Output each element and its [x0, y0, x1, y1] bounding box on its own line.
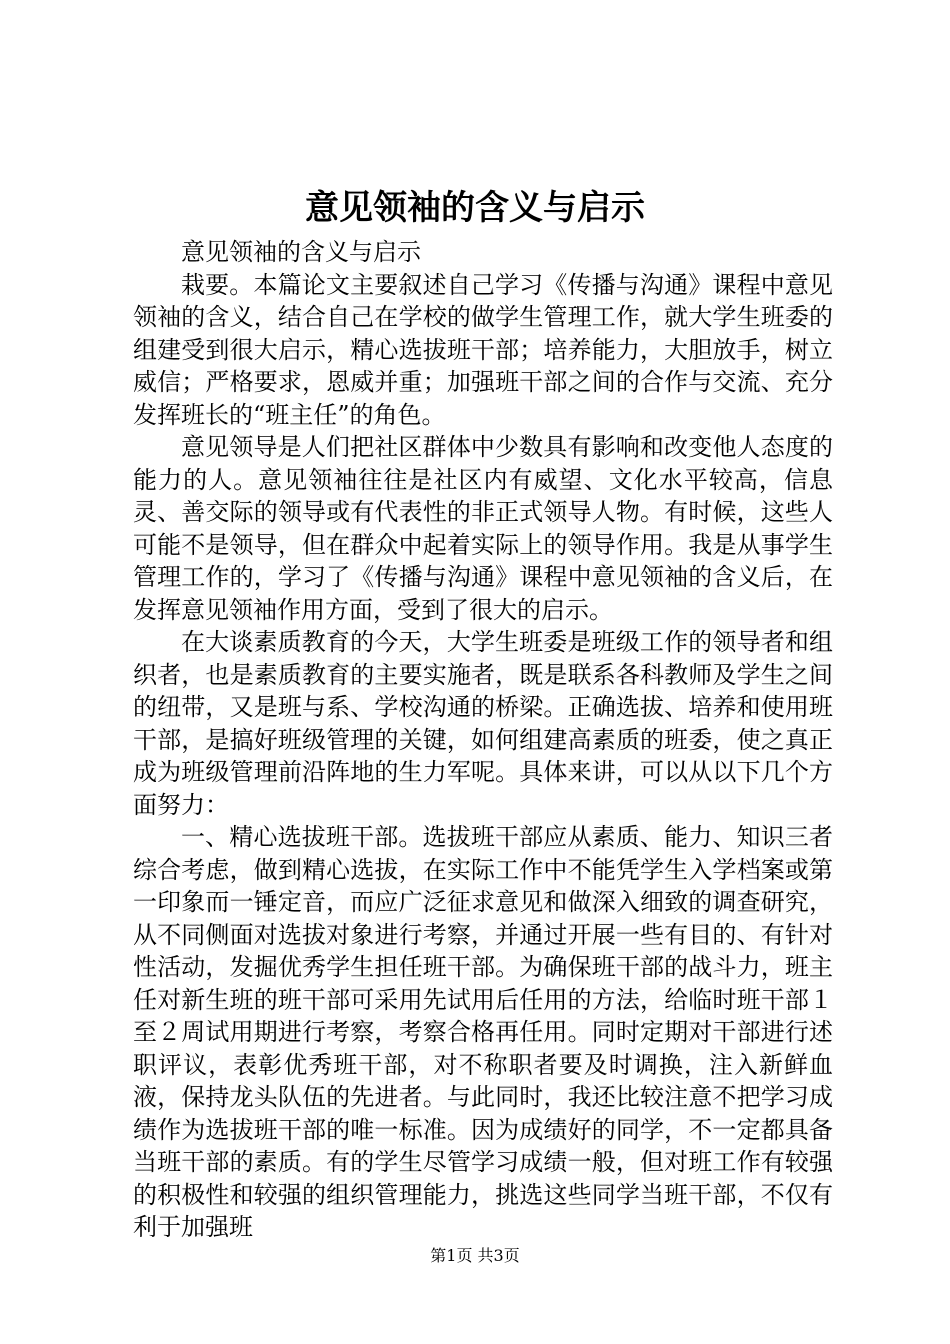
document-title: 意见领袖的含义与启示	[305, 188, 645, 228]
document-body	[133, 236, 833, 1244]
page-number-footer: 第1页 共3页	[430, 1246, 520, 1265]
body-paragraph: 在大谈素质教育的今天，大学生班委是班级工作的领导者和组织者，也是素质教育的主要实施者，既是联系各科教师及学生之间的纽带，又是班与系、学校沟通的桥梁。正确选拔、培养和使用班干部，是搞好班级管理的关键，如何组建高素质的班委，使之真正成为班级管理前沿阵地的生力军呢。具体来讲，可以从以下几个方面努力：	[133, 628, 833, 819]
abstract-paragraph: 栽要。本篇论文主要叙述自己学习《传播与沟通》课程中意见领袖的含义，结合自己在学校的做学生管理工作，就大学生班委的组建受到很大启示，精心选拔班干部；培养能力，大胆放手，树立威信；严格要求，恩威并重；加强班干部之间的合作与交流、充分发挥班长的“班主任”的角色。	[133, 270, 833, 429]
subtitle-paragraph: 意见领袖的含义与启示	[181, 238, 421, 266]
body-paragraph: 一、精心选拔班干部。选拔班干部应从素质、能力、知识三者综合考虑，做到精心选拔，在实际工作中不能凭学生入学档案或第一印象而一锤定音，而应广泛征求意见和做深入细致的调查研究，从不同侧面对选拔对象进行考察，并通过开展一些有目的、有针对性活动，发掘优秀学生担任班干部。为确保班干部的战斗力，班主任对新生班的班干部可采用先试用后任用的方法，给临时班干部１至２周试用期进行考察，考察合格再任用。同时定期对干部进行述职评议，表彰优秀班干部，对不称职者要及时调换，注入新鲜血液，保持龙头队伍的先进者。与此同时，我还比较注意不把学习成绩作为选拔班干部的唯一标准。因为成绩好的同学，不一定都具备当班干部的素质。有的学生尽管学习成绩一般，但对班工作有较强的积极性和较强的组织管理能力，挑选这些同学当班干部，不仅有利于加强班	[133, 823, 833, 1241]
body-paragraph: 意见领导是人们把社区群体中少数具有影响和改变他人态度的能力的人。意见领袖往往是社区内有威望、文化水平较高，信息灵、善交际的领导或有代表性的非正式领导人物。有时候，这些人可能不是领导，但在群众中起着实际上的领导作用。我是从事学生管理工作的，学习了《传播与沟通》课程中意见领袖的含义后，在发挥意见领袖作用方面，受到了很大的启示。	[133, 433, 833, 624]
